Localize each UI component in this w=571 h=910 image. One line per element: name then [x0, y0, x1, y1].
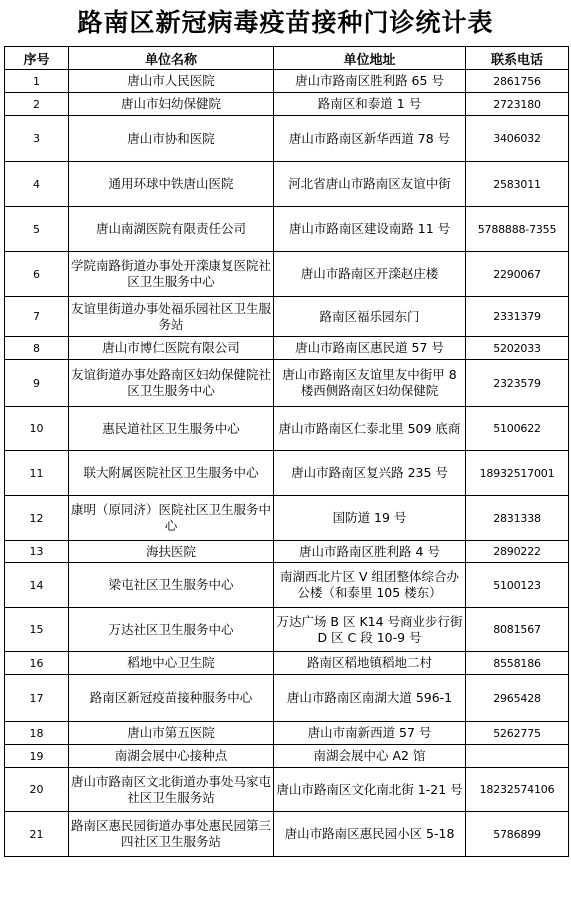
unit-name: 稻地中心卫生院 [69, 652, 274, 675]
table-row [5, 652, 569, 675]
unit-address: 唐山市路南区文化南北街 1-21 号 [274, 768, 466, 812]
contact-phone: 5100622 [466, 407, 569, 451]
unit-address: 河北省唐山市路南区友谊中街 [274, 162, 466, 207]
row-index: 8 [5, 337, 69, 360]
unit-address: 唐山市路南区仁泰北里 509 底商 [274, 407, 466, 451]
unit-name: 路南区新冠疫苗接种服务中心 [69, 675, 274, 722]
contact-phone: 5788888-7355 [466, 207, 569, 252]
row-index: 16 [5, 652, 69, 675]
unit-name: 唐山市人民医院 [69, 70, 274, 93]
unit-address: 南湖西北片区 V 组团整体综合办公楼（和泰里 105 楼东） [274, 563, 466, 608]
table-row [5, 93, 569, 116]
row-index: 17 [5, 675, 69, 722]
contact-phone: 8558186 [466, 652, 569, 675]
contact-phone: 18232574106 [466, 768, 569, 812]
unit-address: 唐山市路南区惠民园小区 5-18 [274, 812, 466, 857]
unit-name: 惠民道社区卫生服务中心 [69, 407, 274, 451]
unit-address: 唐山市路南区胜利路 65 号 [274, 70, 466, 93]
contact-phone: 2583011 [466, 162, 569, 207]
table-title: 路南区新冠病毒疫苗接种门诊统计表 [77, 8, 494, 37]
table-body [5, 70, 569, 857]
table-row [5, 745, 569, 768]
unit-address: 唐山市路南区建设南路 11 号 [274, 207, 466, 252]
unit-address: 唐山市南新西道 57 号 [274, 722, 466, 745]
table-row [5, 675, 569, 722]
unit-name: 唐山市第五医院 [69, 722, 274, 745]
unit-address: 唐山市路南区胜利路 4 号 [274, 541, 466, 563]
unit-name: 梁屯社区卫生服务中心 [69, 563, 274, 608]
contact-phone: 2331379 [466, 297, 569, 337]
unit-name: 海扶医院 [69, 541, 274, 563]
row-index: 12 [5, 496, 69, 541]
unit-address: 唐山市路南区新华西道 78 号 [274, 116, 466, 162]
contact-phone [466, 745, 569, 768]
unit-name: 唐山市妇幼保健院 [69, 93, 274, 116]
unit-name: 唐山市博仁医院有限公司 [69, 337, 274, 360]
row-index: 11 [5, 451, 69, 496]
header-phone: 联系电话 [466, 47, 569, 70]
unit-address: 路南区和泰道 1 号 [274, 93, 466, 116]
contact-phone: 5786899 [466, 812, 569, 857]
contact-phone: 2861756 [466, 70, 569, 93]
unit-name: 友谊里街道办事处福乐园社区卫生服务站 [69, 297, 274, 337]
unit-address: 唐山市路南区惠民道 57 号 [274, 337, 466, 360]
unit-name: 唐山南湖医院有限责任公司 [69, 207, 274, 252]
table-row [5, 496, 569, 541]
table-row [5, 768, 569, 812]
row-index: 6 [5, 252, 69, 297]
table-row [5, 563, 569, 608]
table-row [5, 451, 569, 496]
unit-name: 唐山市协和医院 [69, 116, 274, 162]
unit-address: 唐山市路南区南湖大道 596-1 [274, 675, 466, 722]
table-row [5, 297, 569, 337]
row-index: 15 [5, 608, 69, 652]
contact-phone: 3406032 [466, 116, 569, 162]
table-row [5, 70, 569, 93]
contact-phone: 2831338 [466, 496, 569, 541]
contact-phone: 2290067 [466, 252, 569, 297]
contact-phone: 8081567 [466, 608, 569, 652]
table-row [5, 812, 569, 857]
unit-name: 唐山市路南区文北街道办事处马家屯社区卫生服务站 [69, 768, 274, 812]
contact-phone: 2723180 [466, 93, 569, 116]
contact-phone: 5100123 [466, 563, 569, 608]
unit-address: 唐山市路南区复兴路 235 号 [274, 451, 466, 496]
unit-name: 学院南路街道办事处开滦康复医院社区卫生服务中心 [69, 252, 274, 297]
header-address: 单位地址 [274, 47, 466, 70]
row-index: 13 [5, 541, 69, 563]
contact-phone: 5202033 [466, 337, 569, 360]
header-name: 单位名称 [69, 47, 274, 70]
unit-name: 友谊街道办事处路南区妇幼保健院社区卫生服务中心 [69, 360, 274, 407]
row-index: 18 [5, 722, 69, 745]
contact-phone: 18932517001 [466, 451, 569, 496]
unit-address: 万达广场 B 区 K14 号商业步行街 D 区 C 段 10-9 号 [274, 608, 466, 652]
contact-phone: 5262775 [466, 722, 569, 745]
row-index: 19 [5, 745, 69, 768]
unit-name: 万达社区卫生服务中心 [69, 608, 274, 652]
table-row [5, 722, 569, 745]
table-row [5, 162, 569, 207]
clinic-table [4, 46, 569, 857]
table-row [5, 541, 569, 563]
header-index: 序号 [5, 47, 69, 70]
contact-phone: 2965428 [466, 675, 569, 722]
table-row [5, 407, 569, 451]
unit-address: 唐山市路南区友谊里友中街甲 8 楼西侧路南区妇幼保健院 [274, 360, 466, 407]
row-index: 9 [5, 360, 69, 407]
unit-address: 路南区稻地镇稻地二村 [274, 652, 466, 675]
row-index: 14 [5, 563, 69, 608]
row-index: 7 [5, 297, 69, 337]
unit-name: 康明（原同济）医院社区卫生服务中心 [69, 496, 274, 541]
table-row [5, 252, 569, 297]
unit-address: 国防道 19 号 [274, 496, 466, 541]
row-index: 21 [5, 812, 69, 857]
unit-name: 南湖会展中心接种点 [69, 745, 274, 768]
contact-phone: 2890222 [466, 541, 569, 563]
unit-name: 路南区惠民园街道办事处惠民园第三四社区卫生服务站 [69, 812, 274, 857]
table-row [5, 116, 569, 162]
header-row [5, 47, 569, 70]
row-index: 1 [5, 70, 69, 93]
row-index: 10 [5, 407, 69, 451]
table-row [5, 608, 569, 652]
row-index: 5 [5, 207, 69, 252]
unit-address: 南湖会展中心 A2 馆 [274, 745, 466, 768]
unit-name: 通用环球中铁唐山医院 [69, 162, 274, 207]
unit-address: 唐山市路南区开滦赵庄楼 [274, 252, 466, 297]
table-row [5, 207, 569, 252]
unit-name: 联大附属医院社区卫生服务中心 [69, 451, 274, 496]
table-row [5, 360, 569, 407]
row-index: 2 [5, 93, 69, 116]
contact-phone: 2323579 [466, 360, 569, 407]
row-index: 20 [5, 768, 69, 812]
row-index: 3 [5, 116, 69, 162]
table-row [5, 337, 569, 360]
row-index: 4 [5, 162, 69, 207]
unit-address: 路南区福乐园东门 [274, 297, 466, 337]
